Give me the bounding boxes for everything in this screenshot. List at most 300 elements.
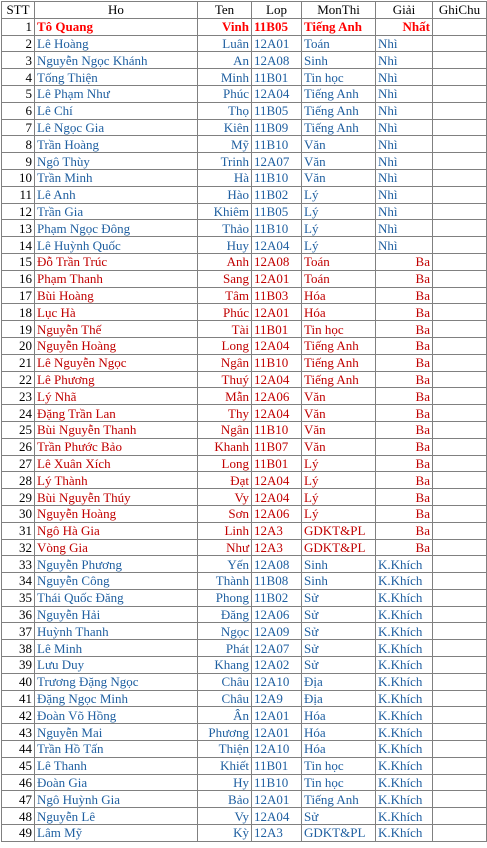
table-row <box>2 69 487 86</box>
table-row <box>2 539 487 556</box>
table-row <box>2 321 487 338</box>
cell-ghichu <box>433 169 487 186</box>
cell-ho: Nguyễn Hoàng <box>35 505 198 522</box>
cell-lop: 12A04 <box>252 808 302 825</box>
cell-giai: K.Khích <box>376 673 433 690</box>
cell-ten: Hà <box>198 169 252 186</box>
cell-stt: 17 <box>2 287 35 304</box>
table-row <box>2 741 487 758</box>
cell-ho: Lý Nhã <box>35 388 198 405</box>
cell-lop: 11B07 <box>252 438 302 455</box>
cell-stt: 33 <box>2 556 35 573</box>
cell-monthi: Sinh <box>302 52 376 69</box>
cell-ho: Lê Phương <box>35 371 198 388</box>
header-row <box>2 2 487 19</box>
cell-giai: K.Khích <box>376 657 433 674</box>
cell-monthi: Tiếng Anh <box>302 102 376 119</box>
cell-giai: Nhì <box>376 237 433 254</box>
cell-ten: Sang <box>198 270 252 287</box>
header-ten: Ten <box>198 2 252 19</box>
cell-monthi: Sử <box>302 657 376 674</box>
cell-monthi: GDKT&PL <box>302 539 376 556</box>
cell-ghichu <box>433 606 487 623</box>
cell-ho: Lê Minh <box>35 640 198 657</box>
cell-ghichu <box>433 270 487 287</box>
cell-lop: 12A04 <box>252 371 302 388</box>
cell-ten: Vinh <box>198 18 252 35</box>
table-row <box>2 102 487 119</box>
cell-lop: 11B05 <box>252 102 302 119</box>
cell-lop: 11B08 <box>252 573 302 590</box>
cell-ho: Đặng Ngọc Minh <box>35 690 198 707</box>
table-row <box>2 186 487 203</box>
cell-stt: 25 <box>2 421 35 438</box>
cell-lop: 12A06 <box>252 388 302 405</box>
table-row <box>2 203 487 220</box>
cell-ten: Yến <box>198 556 252 573</box>
cell-ghichu <box>433 136 487 153</box>
cell-lop: 12A01 <box>252 791 302 808</box>
cell-stt: 6 <box>2 102 35 119</box>
cell-lop: 11B03 <box>252 287 302 304</box>
cell-ho: Lê Xuân Xích <box>35 455 198 472</box>
cell-stt: 5 <box>2 85 35 102</box>
cell-ghichu <box>433 472 487 489</box>
cell-ten: Kiên <box>198 119 252 136</box>
cell-ghichu <box>433 505 487 522</box>
table-row <box>2 774 487 791</box>
table-row <box>2 657 487 674</box>
cell-giai: Nhì <box>376 69 433 86</box>
table-row <box>2 606 487 623</box>
cell-giai: Ba <box>376 253 433 270</box>
table-row <box>2 270 487 287</box>
table-row <box>2 35 487 52</box>
cell-ten: Ngân <box>198 421 252 438</box>
cell-lop: 12A04 <box>252 489 302 506</box>
cell-ghichu <box>433 85 487 102</box>
cell-ten: Ngân <box>198 354 252 371</box>
cell-ho: Lê Hoàng <box>35 35 198 52</box>
table-row <box>2 690 487 707</box>
cell-ten: Minh <box>198 69 252 86</box>
table-row <box>2 489 487 506</box>
cell-giai: K.Khích <box>376 757 433 774</box>
cell-giai: Nhì <box>376 169 433 186</box>
table-row <box>2 253 487 270</box>
cell-giai: K.Khích <box>376 556 433 573</box>
cell-monthi: Hóa <box>302 287 376 304</box>
cell-monthi: Sử <box>302 606 376 623</box>
cell-monthi: GDKT&PL <box>302 825 376 842</box>
cell-giai: Nhì <box>376 203 433 220</box>
cell-monthi: Tiếng Anh <box>302 337 376 354</box>
cell-ten: Long <box>198 455 252 472</box>
cell-ten: Ngọc <box>198 623 252 640</box>
cell-giai: Nhì <box>376 102 433 119</box>
cell-lop: 12A01 <box>252 724 302 741</box>
cell-ho: Lục Hà <box>35 304 198 321</box>
cell-ho: Phạm Ngọc Đông <box>35 220 198 237</box>
cell-ho: Trần Hoàng <box>35 136 198 153</box>
cell-giai: Nhất <box>376 18 433 35</box>
table-row <box>2 825 487 842</box>
cell-monthi: Tin học <box>302 69 376 86</box>
cell-ho: Tô Quang <box>35 18 198 35</box>
cell-ho: Nguyễn Phương <box>35 556 198 573</box>
header-ghichu: GhiChu <box>433 2 487 19</box>
cell-stt: 20 <box>2 337 35 354</box>
table-row <box>2 505 487 522</box>
cell-ten: Mỹ <box>198 136 252 153</box>
cell-ho: Huỳnh Thanh <box>35 623 198 640</box>
cell-ghichu <box>433 321 487 338</box>
cell-lop: 12A08 <box>252 52 302 69</box>
cell-ho: Trương Đặng Ngọc <box>35 673 198 690</box>
cell-giai: K.Khích <box>376 707 433 724</box>
cell-ghichu <box>433 489 487 506</box>
cell-giai: Ba <box>376 304 433 321</box>
cell-stt: 32 <box>2 539 35 556</box>
cell-lop: 12A04 <box>252 472 302 489</box>
cell-monthi: GDKT&PL <box>302 522 376 539</box>
cell-giai: Nhì <box>376 136 433 153</box>
cell-ten: Thọ <box>198 102 252 119</box>
cell-monthi: Địa <box>302 690 376 707</box>
cell-ghichu <box>433 455 487 472</box>
cell-ghichu <box>433 808 487 825</box>
cell-ten: Phong <box>198 589 252 606</box>
cell-ghichu <box>433 573 487 590</box>
cell-stt: 19 <box>2 321 35 338</box>
table-row <box>2 337 487 354</box>
table-row <box>2 237 487 254</box>
cell-ten: Phương <box>198 724 252 741</box>
cell-ghichu <box>433 102 487 119</box>
cell-ghichu <box>433 52 487 69</box>
cell-ten: Luân <box>198 35 252 52</box>
header-monthi: MonThi <box>302 2 376 19</box>
cell-monthi: Lý <box>302 220 376 237</box>
cell-lop: 12A04 <box>252 85 302 102</box>
cell-ten: Đạt <box>198 472 252 489</box>
cell-monthi: Tin học <box>302 757 376 774</box>
cell-monthi: Tin học <box>302 774 376 791</box>
cell-giai: K.Khích <box>376 724 433 741</box>
table-row <box>2 287 487 304</box>
cell-giai: K.Khích <box>376 573 433 590</box>
cell-stt: 42 <box>2 707 35 724</box>
cell-lop: 11B10 <box>252 774 302 791</box>
cell-stt: 37 <box>2 623 35 640</box>
table-row <box>2 808 487 825</box>
cell-ho: Lưu Duy <box>35 657 198 674</box>
cell-monthi: Văn <box>302 136 376 153</box>
cell-lop: 11B01 <box>252 455 302 472</box>
table-row <box>2 673 487 690</box>
cell-giai: K.Khích <box>376 741 433 758</box>
cell-ghichu <box>433 119 487 136</box>
cell-ten: Huy <box>198 237 252 254</box>
cell-monthi: Văn <box>302 169 376 186</box>
cell-ghichu <box>433 774 487 791</box>
cell-monthi: Tiếng Anh <box>302 371 376 388</box>
cell-stt: 16 <box>2 270 35 287</box>
cell-giai: Ba <box>376 438 433 455</box>
cell-stt: 41 <box>2 690 35 707</box>
cell-lop: 12A10 <box>252 741 302 758</box>
cell-giai: K.Khích <box>376 808 433 825</box>
cell-ghichu <box>433 741 487 758</box>
table-row <box>2 724 487 741</box>
cell-ho: Trần Hồ Tấn <box>35 741 198 758</box>
cell-stt: 43 <box>2 724 35 741</box>
cell-ten: Thiện <box>198 741 252 758</box>
cell-ho: Nguyễn Lê <box>35 808 198 825</box>
cell-stt: 8 <box>2 136 35 153</box>
cell-ten: Anh <box>198 253 252 270</box>
cell-ten: Trinh <box>198 153 252 170</box>
table-row <box>2 169 487 186</box>
cell-ghichu <box>433 724 487 741</box>
cell-ghichu <box>433 18 487 35</box>
table-row <box>2 623 487 640</box>
cell-ten: Hy <box>198 774 252 791</box>
table-row <box>2 522 487 539</box>
cell-ho: Ngô Thùy <box>35 153 198 170</box>
cell-monthi: Sử <box>302 589 376 606</box>
cell-lop: 12A02 <box>252 657 302 674</box>
cell-giai: K.Khích <box>376 774 433 791</box>
cell-stt: 24 <box>2 405 35 422</box>
cell-monthi: Tiếng Anh <box>302 18 376 35</box>
cell-ho: Lê Anh <box>35 186 198 203</box>
cell-monthi: Văn <box>302 153 376 170</box>
cell-ghichu <box>433 203 487 220</box>
cell-ho: Lý Thành <box>35 472 198 489</box>
cell-ghichu <box>433 707 487 724</box>
cell-ten: Khang <box>198 657 252 674</box>
cell-monthi: Địa <box>302 673 376 690</box>
cell-stt: 7 <box>2 119 35 136</box>
cell-ghichu <box>433 253 487 270</box>
cell-stt: 1 <box>2 18 35 35</box>
table-row <box>2 85 487 102</box>
cell-monthi: Sinh <box>302 573 376 590</box>
cell-ten: Tâm <box>198 287 252 304</box>
header-stt: STT <box>2 2 35 19</box>
cell-ghichu <box>433 623 487 640</box>
cell-ghichu <box>433 757 487 774</box>
cell-stt: 14 <box>2 237 35 254</box>
cell-monthi: Hóa <box>302 304 376 321</box>
cell-ho: Lâm Mỹ <box>35 825 198 842</box>
cell-ghichu <box>433 438 487 455</box>
cell-monthi: Lý <box>302 489 376 506</box>
cell-ho: Ngô Huỳnh Gia <box>35 791 198 808</box>
table-row <box>2 556 487 573</box>
cell-ghichu <box>433 657 487 674</box>
cell-monthi: Tin học <box>302 321 376 338</box>
cell-ten: Châu <box>198 690 252 707</box>
cell-monthi: Tiếng Anh <box>302 119 376 136</box>
table-row <box>2 304 487 321</box>
cell-giai: K.Khích <box>376 640 433 657</box>
cell-monthi: Toán <box>302 253 376 270</box>
cell-ten: Châu <box>198 673 252 690</box>
cell-ten: An <box>198 52 252 69</box>
cell-ghichu <box>433 237 487 254</box>
cell-lop: 12A08 <box>252 556 302 573</box>
cell-stt: 47 <box>2 791 35 808</box>
cell-monthi: Toán <box>302 270 376 287</box>
table-row <box>2 707 487 724</box>
cell-giai: Nhì <box>376 153 433 170</box>
table-row <box>2 371 487 388</box>
cell-ho: Lê Nguyễn Ngọc <box>35 354 198 371</box>
cell-ghichu <box>433 539 487 556</box>
cell-stt: 40 <box>2 673 35 690</box>
cell-monthi: Văn <box>302 421 376 438</box>
cell-giai: K.Khích <box>376 791 433 808</box>
cell-stt: 21 <box>2 354 35 371</box>
cell-lop: 11B05 <box>252 18 302 35</box>
cell-lop: 11B05 <box>252 203 302 220</box>
cell-ten: Hào <box>198 186 252 203</box>
cell-monthi: Lý <box>302 237 376 254</box>
cell-ghichu <box>433 354 487 371</box>
cell-giai: K.Khích <box>376 690 433 707</box>
table-row <box>2 119 487 136</box>
cell-monthi: Văn <box>302 438 376 455</box>
cell-stt: 10 <box>2 169 35 186</box>
cell-giai: Ba <box>376 405 433 422</box>
cell-monthi: Hóa <box>302 707 376 724</box>
cell-ho: Tống Thiện <box>35 69 198 86</box>
cell-ho: Bùi Hoàng <box>35 287 198 304</box>
cell-ghichu <box>433 304 487 321</box>
cell-giai: Ba <box>376 472 433 489</box>
cell-ho: Ngô Hà Gia <box>35 522 198 539</box>
cell-ten: Linh <box>198 522 252 539</box>
table-row <box>2 18 487 35</box>
cell-lop: 12A01 <box>252 304 302 321</box>
cell-lop: 11B09 <box>252 119 302 136</box>
cell-ghichu <box>433 421 487 438</box>
cell-lop: 11B10 <box>252 220 302 237</box>
cell-lop: 11B10 <box>252 169 302 186</box>
cell-stt: 45 <box>2 757 35 774</box>
cell-ho: Nguyễn Thế <box>35 321 198 338</box>
cell-ghichu <box>433 825 487 842</box>
cell-ghichu <box>433 337 487 354</box>
table-row <box>2 640 487 657</box>
cell-stt: 3 <box>2 52 35 69</box>
cell-stt: 44 <box>2 741 35 758</box>
cell-ghichu <box>433 371 487 388</box>
cell-ho: Đoàn Võ Hồng <box>35 707 198 724</box>
cell-stt: 22 <box>2 371 35 388</box>
cell-giai: Nhì <box>376 220 433 237</box>
header-ho: Ho <box>35 2 198 19</box>
cell-giai: K.Khích <box>376 623 433 640</box>
cell-ghichu <box>433 69 487 86</box>
cell-ten: Khiết <box>198 757 252 774</box>
cell-ten: Thuý <box>198 371 252 388</box>
cell-lop: 12A07 <box>252 640 302 657</box>
cell-ho: Nguyễn Mai <box>35 724 198 741</box>
cell-ho: Trần Gia <box>35 203 198 220</box>
cell-stt: 2 <box>2 35 35 52</box>
header-lop: Lop <box>252 2 302 19</box>
cell-lop: 12A04 <box>252 237 302 254</box>
table-row <box>2 573 487 590</box>
cell-ghichu <box>433 690 487 707</box>
cell-lop: 11B01 <box>252 69 302 86</box>
cell-monthi: Tiếng Anh <box>302 85 376 102</box>
cell-monthi: Hóa <box>302 724 376 741</box>
table-row <box>2 757 487 774</box>
cell-ho: Phạm Thanh <box>35 270 198 287</box>
cell-stt: 28 <box>2 472 35 489</box>
cell-giai: K.Khích <box>376 589 433 606</box>
cell-ghichu <box>433 35 487 52</box>
cell-stt: 18 <box>2 304 35 321</box>
cell-stt: 31 <box>2 522 35 539</box>
cell-lop: 12A3 <box>252 522 302 539</box>
cell-monthi: Sử <box>302 623 376 640</box>
cell-monthi: Tiếng Anh <box>302 354 376 371</box>
cell-stt: 30 <box>2 505 35 522</box>
cell-ghichu <box>433 186 487 203</box>
cell-stt: 38 <box>2 640 35 657</box>
cell-ghichu <box>433 153 487 170</box>
cell-lop: 11B02 <box>252 589 302 606</box>
table-row <box>2 589 487 606</box>
cell-ho: Nguyễn Hải <box>35 606 198 623</box>
cell-giai: Nhì <box>376 119 433 136</box>
cell-ghichu <box>433 640 487 657</box>
cell-lop: 12A3 <box>252 825 302 842</box>
cell-monthi: Văn <box>302 388 376 405</box>
cell-ten: Thy <box>198 405 252 422</box>
cell-ten: Khanh <box>198 438 252 455</box>
cell-giai: Ba <box>376 539 433 556</box>
cell-ghichu <box>433 220 487 237</box>
cell-stt: 4 <box>2 69 35 86</box>
cell-ten: Phát <box>198 640 252 657</box>
header-giai: Giải <box>376 2 433 19</box>
cell-stt: 15 <box>2 253 35 270</box>
cell-lop: 12A09 <box>252 623 302 640</box>
cell-stt: 39 <box>2 657 35 674</box>
cell-lop: 11B01 <box>252 321 302 338</box>
cell-lop: 11B10 <box>252 136 302 153</box>
cell-ho: Nguyễn Hoàng <box>35 337 198 354</box>
table-row <box>2 354 487 371</box>
cell-lop: 12A06 <box>252 606 302 623</box>
cell-ghichu <box>433 522 487 539</box>
cell-ten: Vy <box>198 808 252 825</box>
table-row <box>2 455 487 472</box>
table-row <box>2 405 487 422</box>
cell-lop: 11B10 <box>252 354 302 371</box>
cell-lop: 11B02 <box>252 186 302 203</box>
cell-ho: Bùi Nguyễn Thúy <box>35 489 198 506</box>
cell-giai: Ba <box>376 388 433 405</box>
cell-ho: Lê Chí <box>35 102 198 119</box>
cell-giai: Ba <box>376 287 433 304</box>
